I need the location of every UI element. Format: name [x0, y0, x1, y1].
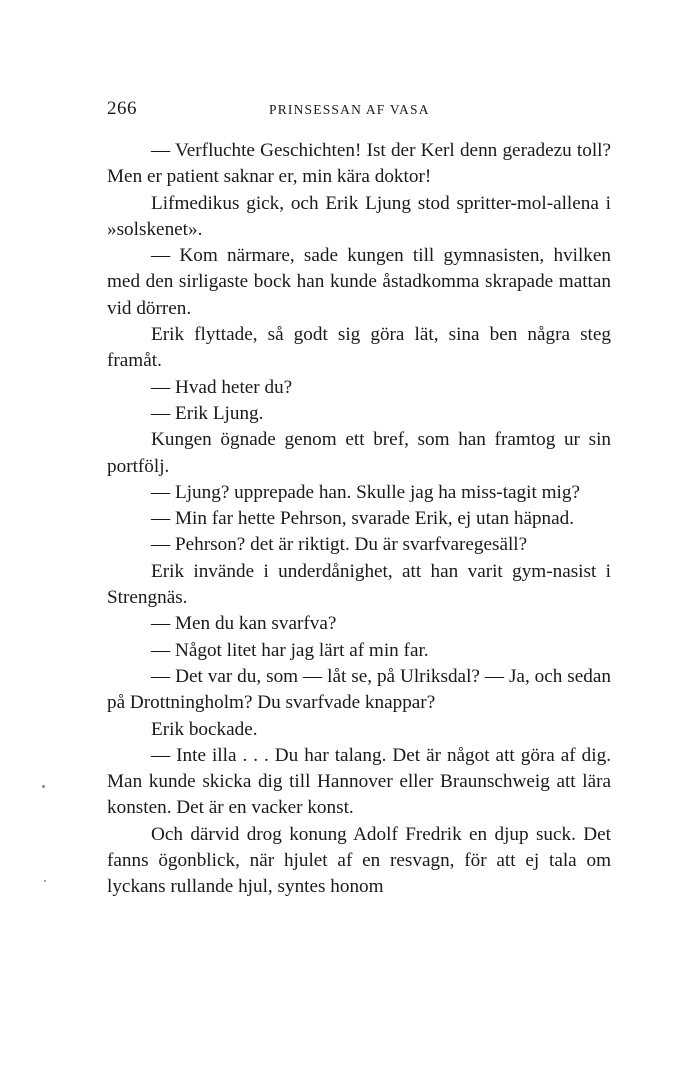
paragraph: — Inte illa . . . Du har talang. Det är något att göra af dig. Man kunde skicka dig till Hannover eller Braunschweig att lära konsten. Det är en vacker konst. [107, 744, 611, 819]
page-header [107, 98, 611, 122]
paragraph: Och därvid drog konung Adolf Fredrik en djup suck. Det fanns ögonblick, när hjulet af en resvagn, för att ej tala om lyckans rullande hjul, syntes honom [107, 823, 611, 898]
running-title: PRINSESSAN AF VASA [269, 102, 430, 117]
scan-speck [42, 785, 45, 788]
paragraph: — Kom närmare, sade kungen till gymnasisten, hvilken med den sirligaste bock han kunde åstadkomma skrapade mattan vid dörren. [107, 245, 611, 319]
paragraph: Erik invände i underdånighet, att han varit gym-nasist i Strengnäs. [107, 560, 611, 609]
paragraph: — Hvad heter du? [151, 376, 293, 398]
paragraph: — Pehrson? det är riktigt. Du är svarfvaregesäll? [151, 534, 528, 556]
paragraph: Erik flyttade, så godt sig göra lät, sina ben några steg framåt. [107, 324, 611, 372]
paragraph: Lifmedikus gick, och Erik Ljung stod spritter-mol-allena i »solskenet». [107, 192, 611, 240]
paragraph: Erik bockade. [151, 718, 258, 740]
body-text [107, 138, 611, 901]
paragraph: — Men du kan svarfva? [151, 613, 337, 635]
paragraph: Kungen ögnade genom ett bref, som han framtog ur sin portfölj. [107, 429, 611, 477]
paragraph: — Ljung? upprepade han. Skulle jag ha miss-tagit mig? [151, 481, 580, 503]
paragraph: — Erik Ljung. [151, 402, 264, 424]
scan-speck [44, 880, 46, 882]
paragraph: — Något litet har jag lärt af min far. [151, 639, 429, 661]
paragraph: — Min far hette Pehrson, svarade Erik, ej utan häpnad. [151, 508, 575, 530]
page-number: 266 [107, 98, 137, 119]
paragraph: — Det var du, som — låt se, på Ulriksdal? — Ja, och sedan på Drottningholm? Du svarfvade knappar? [107, 665, 611, 714]
paragraph: — Verfluchte Geschichten! Ist der Kerl denn geradezu toll? Men er patient saknar er, min kära doktor! [107, 140, 611, 188]
